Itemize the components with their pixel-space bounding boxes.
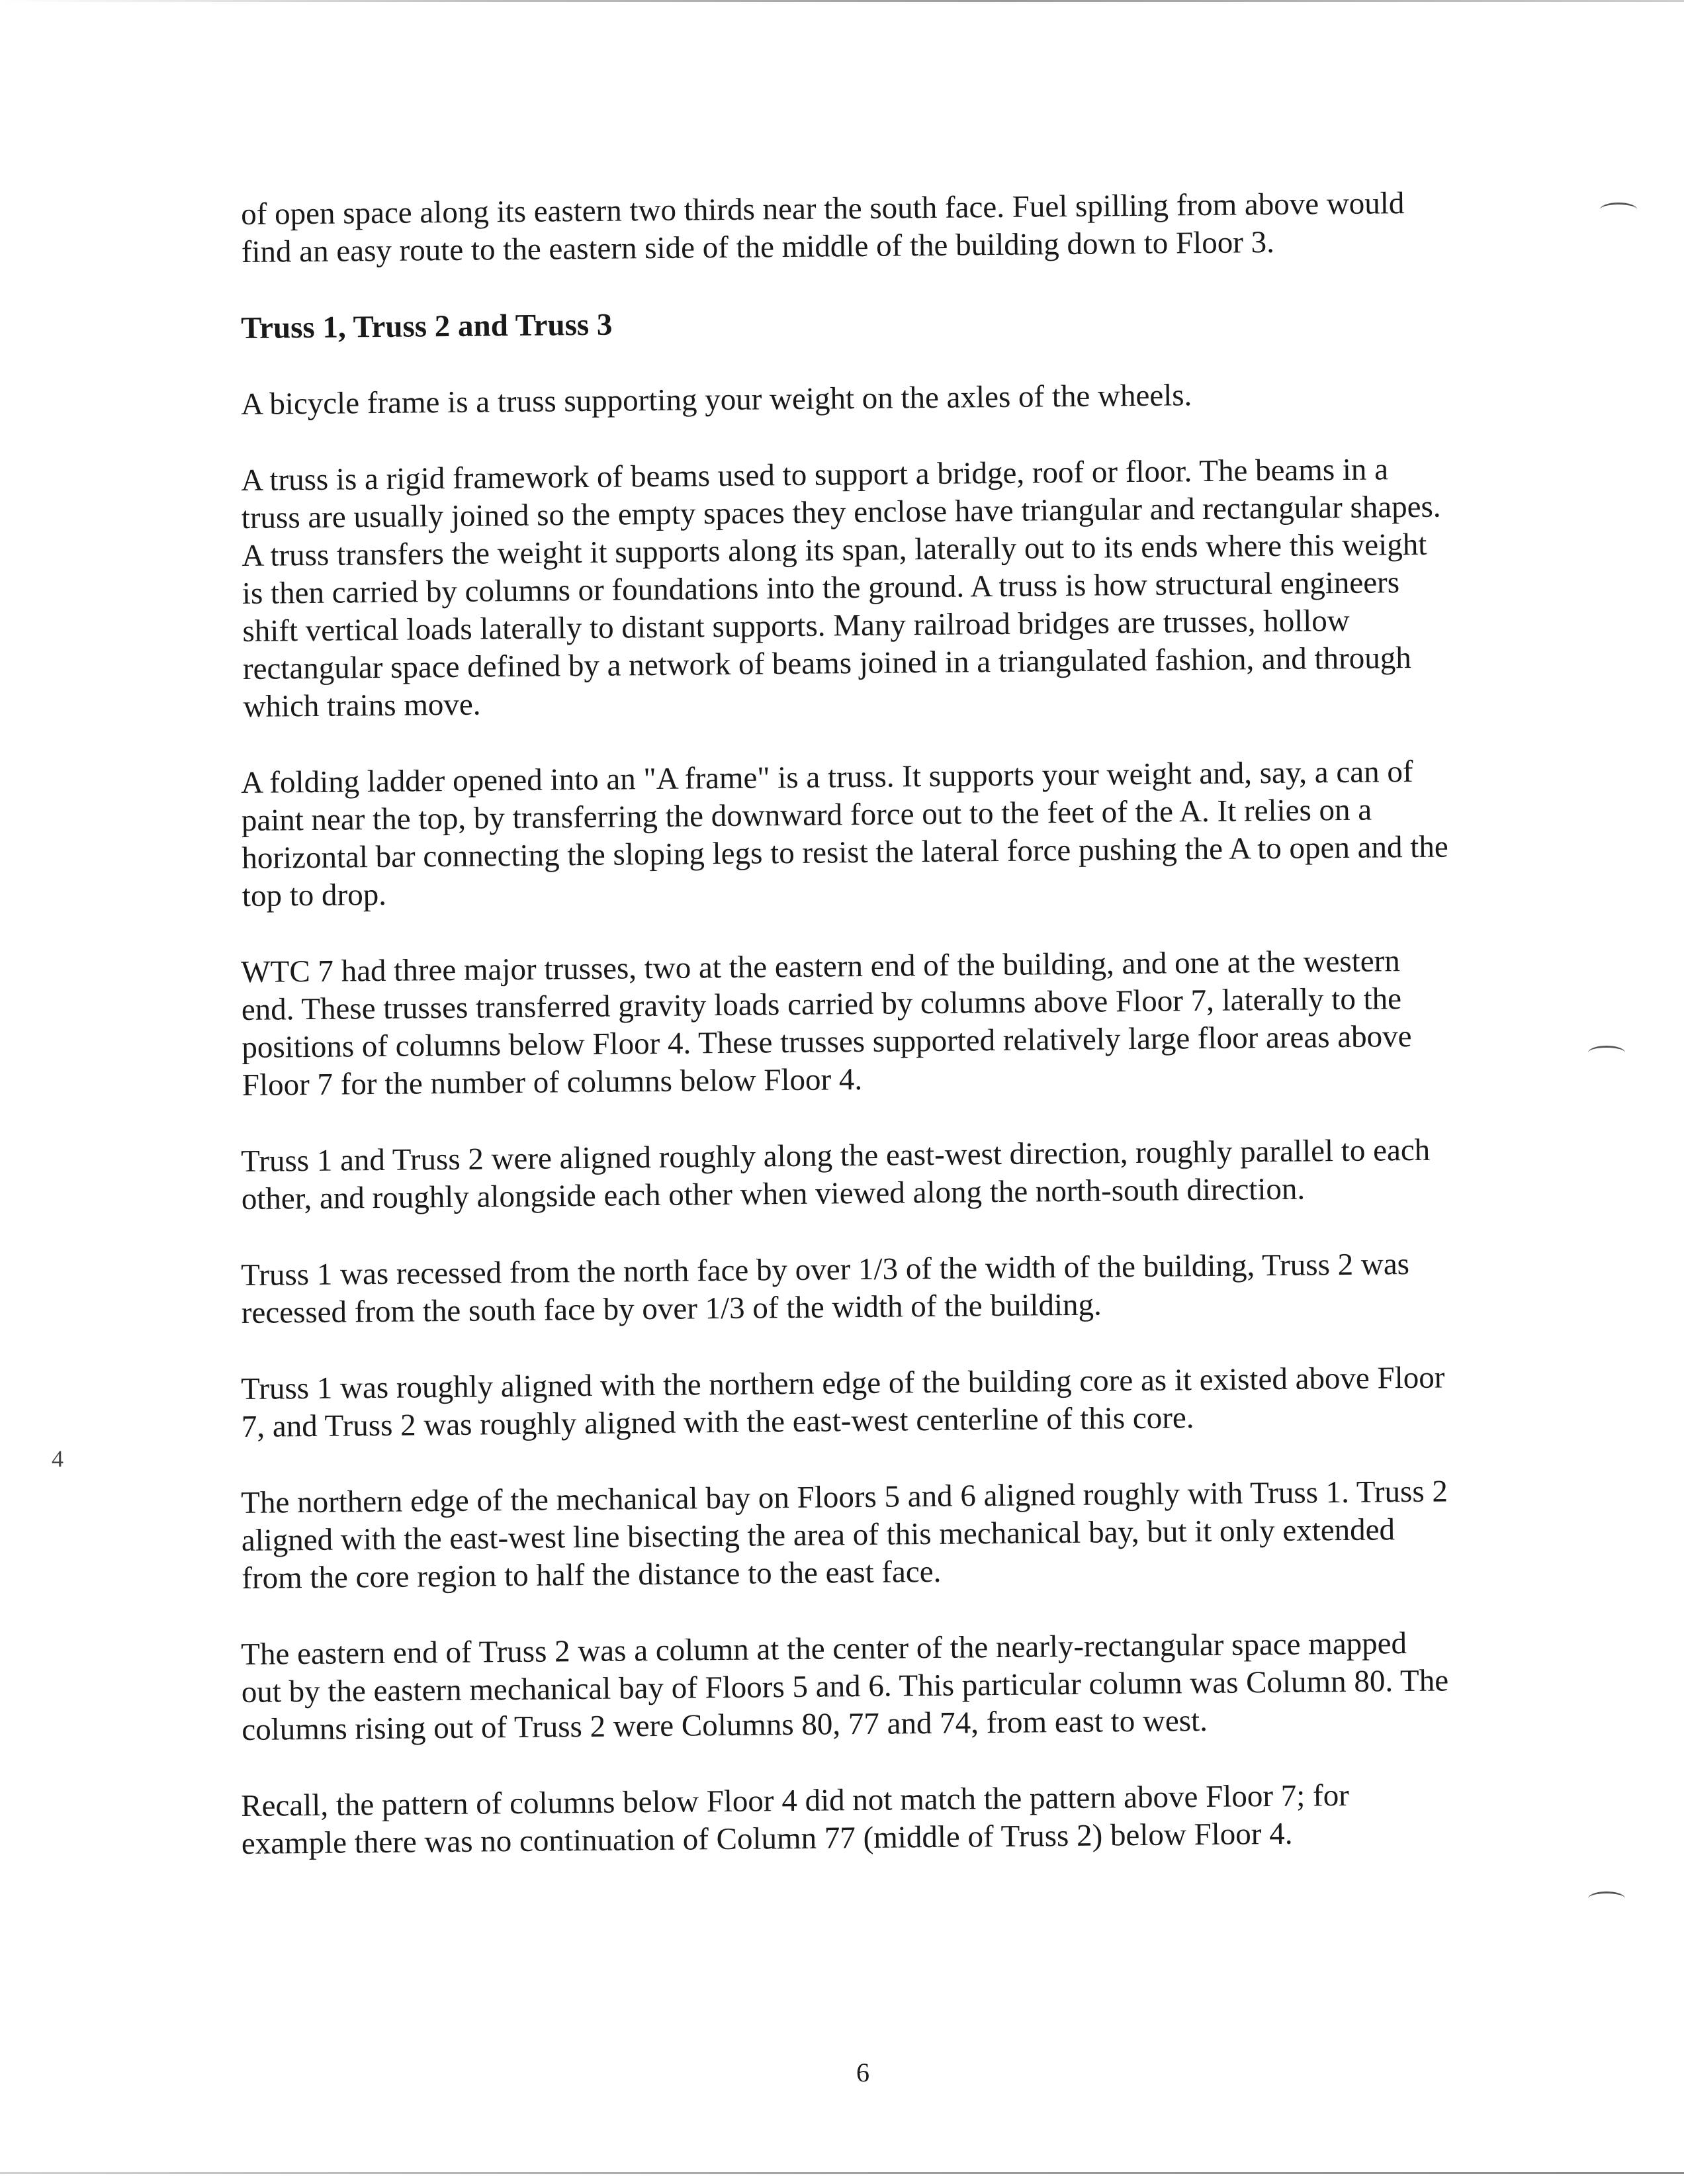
bottom-edge-rule — [0, 2172, 1684, 2174]
scan-mark-2 — [1588, 1046, 1625, 1060]
paragraph-recess: Truss 1 was recessed from the north face by over 1/3 of the width of the building, Truss 2 was recessed from the south face by over 1/3 of the width of the building. — [241, 1247, 1410, 1330]
section-heading: Truss 1, Truss 2 and Truss 3 — [241, 307, 613, 345]
paragraph-recall: Recall, the pattern of columns below Floor 4 did not match the pattern above Floor 7; for example there was no continuation of Column 77 (middle of Truss 2) below Floor 4. — [241, 1778, 1350, 1861]
paragraph-ladder: A folding ladder opened into an "A frame" is a truss. It supports your weight and, say, a can of paint near the top, by transferring the downward force out to the feet of the A. It relies on a horizontal bar connecting the sloping legs to resist the lateral force pushing the A to open and the top to drop. — [241, 754, 1448, 913]
paragraph-alignment: Truss 1 and Truss 2 were aligned roughly along the east-west direction, roughly parallel to each other, and roughly alongside each other when viewed along the north-south direction. — [241, 1132, 1431, 1216]
scan-mark-3 — [1588, 1891, 1625, 1905]
paragraph-column-80: The eastern end of Truss 2 was a column at the center of the nearly-rectangular space mapped out by the eastern mechanical bay of Floors 5 and 6. This particular column was Column 80. The columns rising out of Truss 2 were Columns 80, 77 and 74, from east to west. — [241, 1626, 1449, 1747]
page-number: 6 — [856, 2058, 869, 2087]
paragraph-wtc7-trusses: WTC 7 had three major trusses, two at the eastern end of the building, and one at the western end. These trusses transferred gravity loads carried by columns above Floor 7, laterally to the positions of columns below Floor 4. These trusses supported relatively large floor areas above Floor 7 for the number of columns below Floor 4. — [241, 944, 1412, 1103]
margin-speck: 4 — [52, 1445, 64, 1472]
paragraph-bicycle: A bicycle frame is a truss supporting your weight on the axles of the wheels. — [241, 378, 1192, 422]
paragraph-core-alignment: Truss 1 was roughly aligned with the northern edge of the building core as it existed above Floor 7, and Truss 2 was roughly aligned with the east-west centerline of this core. — [241, 1360, 1445, 1444]
document-body — [241, 186, 1452, 1901]
scan-mark-1 — [1600, 203, 1637, 216]
top-edge-rule — [0, 0, 1684, 2]
paragraph-continued: of open space along its eastern two thirds near the south face. Fuel spilling from above would find an easy route to the eastern side of the middle of the building down to Floor 3. — [241, 186, 1405, 269]
paragraph-truss-definition: A truss is a rigid framework of beams used to support a bridge, roof or floor. The beams in a truss are usually joined so the empty spaces they enclose have triangular and rectangular shapes. A truss transfers the weight it supports along its span, laterally out to its ends where this weight is then carried by columns or foundations into the ground. A truss is how structural engineers shift vertical loads laterally to distant supports. Many railroad bridges are trusses, hollow rectangular space defined by a network of beams joined in a triangulated fashion, and through which trains move. — [241, 452, 1441, 724]
paragraph-mechanical-bay: The northern edge of the mechanical bay on Floors 5 and 6 aligned roughly with Truss 1. Truss 2 aligned with the east-west line bisecting the area of this mechanical bay, but it only extended from the core region to half the distance to the east face. — [241, 1474, 1448, 1596]
